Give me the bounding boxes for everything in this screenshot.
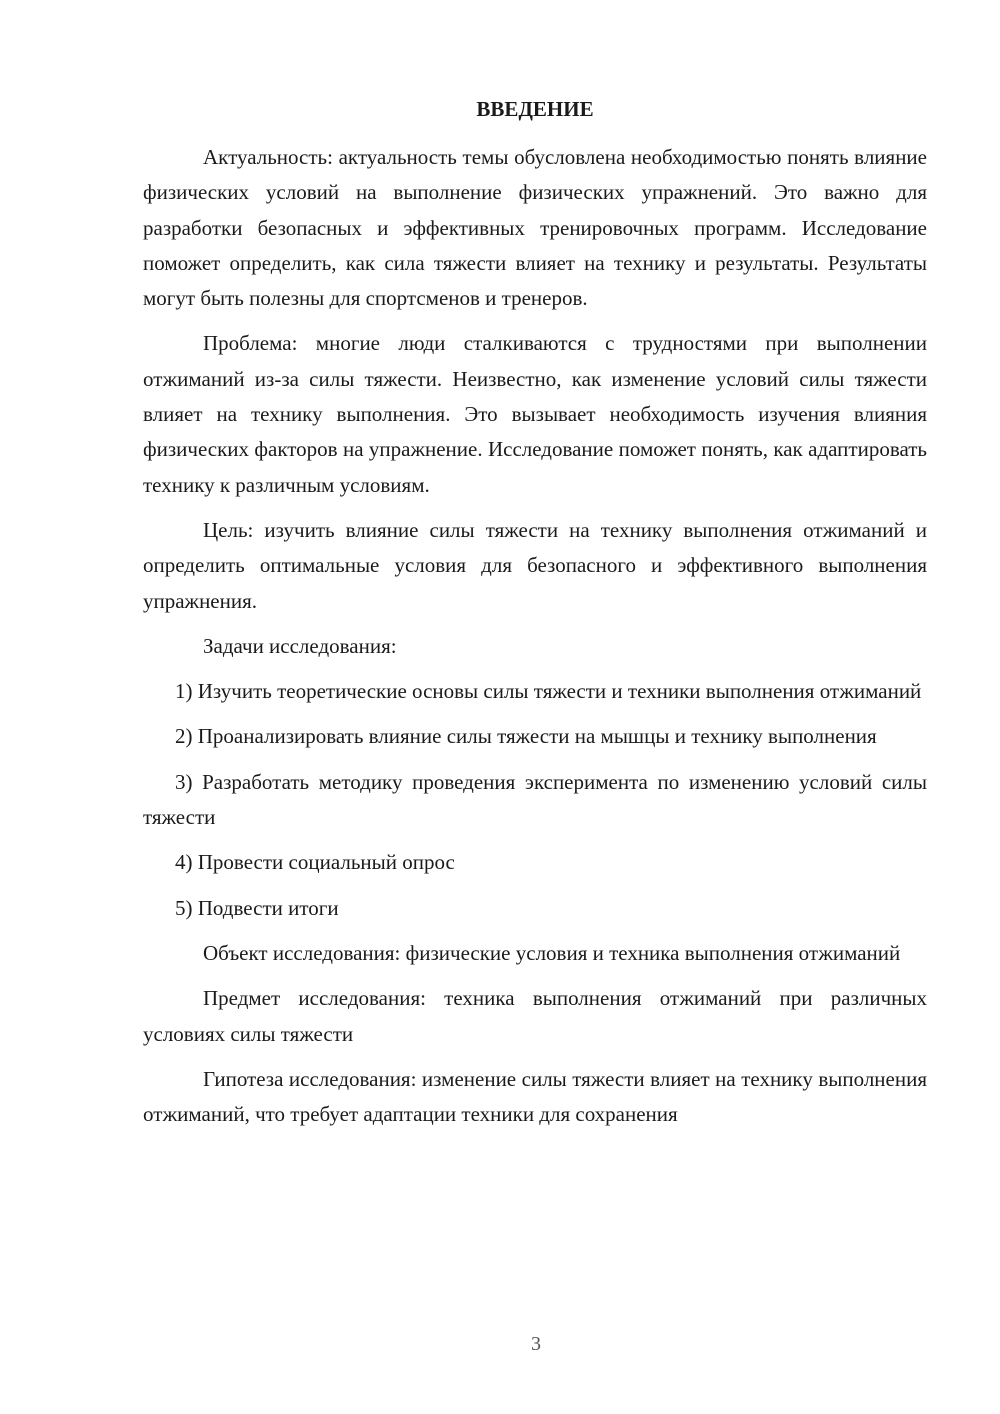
task-item: 2) Проанализировать влияние силы тяжести на мышцы и технику выполнения [175, 724, 877, 749]
paragraph-problem: Проблема: многие люди сталкиваются с трудностями при выполнении отжиманий из-за силы тяжести. Неизвестно, как изменение условий силы тяжести влияет на технику выполнения. Это вызывает необходимость изучения влияния физических факторов на упражнение. Исследование поможет понять, как адаптировать технику к различным условиям. [143, 331, 927, 497]
task-item: 4) Провести социальный опрос [175, 850, 455, 875]
section-title: ВВЕДЕНИЕ [476, 97, 594, 121]
page-body [143, 92, 927, 1142]
task-item: 5) Подвести итоги [175, 895, 339, 920]
page-number: 3 [531, 1333, 541, 1355]
tasks-list [143, 674, 927, 926]
paragraph-relevance: Актуальность: актуальность темы обусловлена необходимостью понять влияние физических условий на выполнение физических упражнений. Это важно для разработки безопасных и эффективных тренировочных программ. Исследование поможет определить, как сила тяжести влияет на технику и результаты. Результаты могут быть полезны для спортсменов и тренеров. [143, 145, 927, 311]
task-item: 1) Изучить теоретические основы силы тяжести и техники выполнения отжиманий [175, 679, 922, 704]
task-item: 3) Разработать методику проведения эксперимента по изменению условий силы тяжести [143, 769, 927, 830]
paragraph-goal: Цель: изучить влияние силы тяжести на технику выполнения отжиманий и определить оптимальные условия для безопасного и эффективного выполнения упражнения. [143, 517, 927, 613]
paragraph-object: Объект исследования: физические условия и техника выполнения отжиманий [203, 940, 901, 965]
paragraph-subject: Предмет исследования: техника выполнения отжиманий при различных условиях силы тяжести [143, 986, 927, 1046]
paragraph-hypothesis: Гипотеза исследования: изменение силы тяжести влияет на технику выполнения отжиманий, что требует адаптации техники для сохранения [143, 1066, 927, 1127]
tasks-heading: Задачи исследования: [203, 633, 397, 658]
